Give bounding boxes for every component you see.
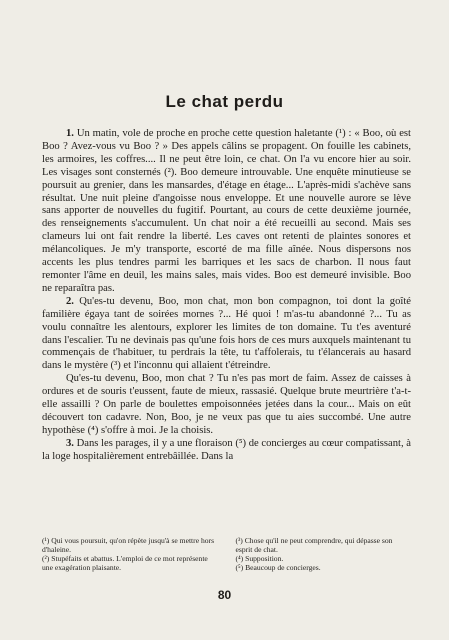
page-number: 80	[217, 588, 232, 602]
footnotes-right-column	[236, 536, 412, 572]
paragraph-text: Qu'es-tu devenu, Boo, mon chat ? Tu n'es pas mort de faim. Assez de caisses à ordures et de souris t'eussent, faute de mieux, rassasié. Quelque brute meurtrière t'a-t-elle assailli ? On parle de boulettes empoisonnées jetées dans la cour... Mais on eût découvert ton cadavre. Non, Boo, je ne veux pas que tu aies succombé. Une autre hypothèse (⁴) s'offre à moi. Je la choisis.	[42, 373, 411, 436]
footnotes-left-column	[42, 536, 218, 572]
paragraph-2	[42, 296, 411, 373]
paragraph-text: Qu'es-tu devenu, Boo, mon chat, mon bon compagnon, toi dont la goîté familière égaya tant de soirées mornes ?... Hé quoi ! m'as-tu abandonné ?... Tu as voulu connaître les alentours, explorer les limites de ton domaine. Tu t'es aventuré dans l'escalier. Tu ne devinais pas qu'une fois hors de ces murs auxquels maintenant tu commençais de t'habituer, tu perdrais la tête, tu t'affolerais, tu t'élancerais au hasard dans le mystère (³) et l'inconnu qui allaient t'étreindre.	[42, 295, 411, 372]
paragraph-3	[42, 438, 411, 464]
paragraph-number: 3.	[66, 437, 74, 449]
footnote-1: (¹) Qui vous poursuit, qu'on répète jusqu'à se mettre hors d'haleine.	[42, 536, 215, 554]
footnote-4: (⁴) Supposition.	[235, 554, 284, 563]
paragraph-text: Un matin, vole de proche en proche cette question haletante (¹) : « Boo, où est Boo ? Avez-vous vu Boo ? » Des appels câlins se propagent. On fouille les cabinets, les armoires, les coffres.... Il ne peut être loin, ce chat. On l'a vu encore hier au soir. Les visages sont consternés (²). Boo demeure introuvable. Une enquête minutieuse se poursuit au grenier, dans les mansardes, d'étage en étage... L'après-midi s'achève sans résultat. Une nuit pleine d'angoisse nous enveloppe. Et une nouvelle aurore se lève sans apporter de nouvelles du fugitif. Pourtant, au cours de cette deuxième journée, des renseignements s'accumulent. Un chat noir a été recueilli au second. Mais ses clameurs lui ont fait rendre la liberté. Les caves ont retenti de plaintes sonores et mélancoliques. Je m'y transporte, escorté de ma fille aînée. Nous dispersons nos accents les plus tendres parmi les barriques et les sacs de charbon. Il nous faut remonter l'âme en deuil, les mains sales, mais vides. Boo est demeuré invisible. Boo ne reparaîtra pas.	[42, 128, 411, 294]
paragraph-number: 2.	[66, 295, 74, 307]
chapter-title: Le chat perdu	[165, 92, 284, 111]
paragraph-text: Dans les parages, il y a une floraison (⁵) de concierges au cœur compatissant, à la loge hospitalièrement entrebâillée. Dans la	[42, 437, 411, 462]
footnote-5: (⁵) Beaucoup de concierges.	[235, 563, 321, 572]
paragraph-number: 1.	[66, 128, 74, 139]
footnote-2: (²) Stupéfaits et abattus. L'emploi de ce mot représente une exagération plaisante.	[42, 554, 208, 572]
paragraph-2b	[42, 373, 411, 438]
paragraph-1	[42, 128, 411, 296]
footnotes	[42, 536, 411, 572]
body-text	[42, 128, 411, 464]
footnote-3: (³) Chose qu'il ne peut comprendre, qui dépasse son esprit de chat.	[235, 536, 393, 554]
